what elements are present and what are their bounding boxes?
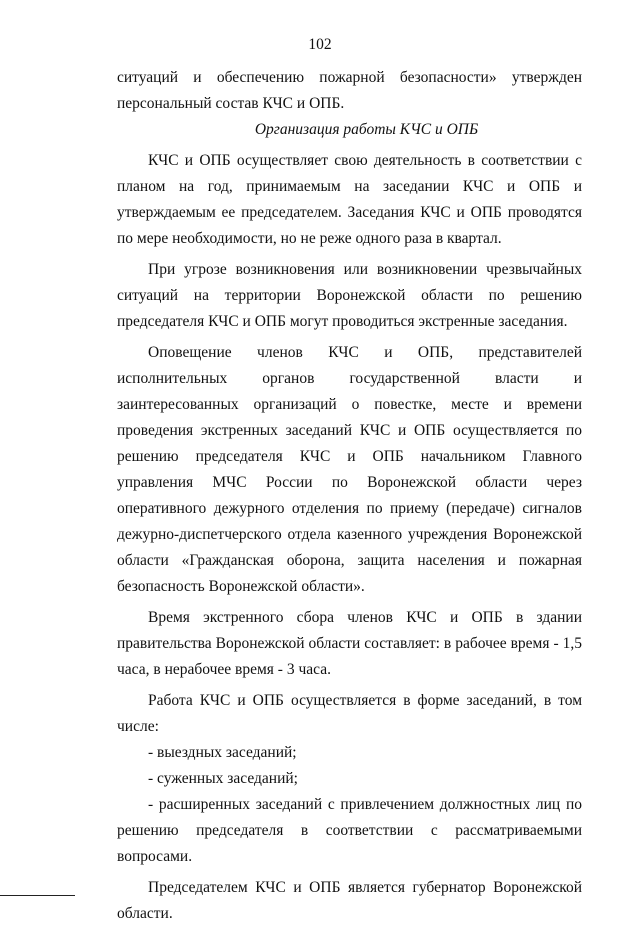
continuation-line-2: персональный состав КЧС и ОПБ. xyxy=(117,95,345,112)
paragraph-5: Работа КЧС и ОПБ осуществляется в форме заседаний, в том числе: xyxy=(117,692,582,735)
document-body xyxy=(117,65,582,927)
continuation-line-1: ситуаций и обеспечению пожарной безопасности» утвержден xyxy=(117,69,582,86)
list-item-1: - выездных заседаний; xyxy=(148,744,297,761)
page-number: 102 xyxy=(308,36,332,53)
final-paragraph: Председателем КЧС и ОПБ является губернатор Воронежской области. xyxy=(117,879,582,922)
paragraph-4: Время экстренного сбора членов КЧС и ОПБ в здании правительства Воронежской области составляет: в рабочее время - 1,5 часа, в нерабочее время - 3 часа. xyxy=(117,609,582,678)
footnote-separator-line xyxy=(0,895,75,896)
list-item-2: - суженных заседаний; xyxy=(148,770,298,787)
list-item-3: - расширенных заседаний с привлечением должностных лиц по решению председателя в соответствии с рассматриваемыми вопросами. xyxy=(117,796,582,865)
paragraph-3: Оповещение членов КЧС и ОПБ, представителей исполнительных органов государственной власти и заинтересованных организаций о повестке, месте и времени проведения экстренных заседаний КЧС и ОПБ осуществляется по решению председателя КЧС и ОПБ начальником Главного управления МЧС России по Воронежской области через оперативного дежурного отделения по приему (передаче) сигналов дежурно-диспетчерского отдела казенного учреждения Воронежской области «Гражданская оборона, защита населения и пожарная безопасность Воронежской области». xyxy=(117,344,582,595)
paragraph-1: КЧС и ОПБ осуществляет свою деятельность в соответствии с планом на год, принимаемым на заседании КЧС и ОПБ и утверждаемым ее председателем. Заседания КЧС и ОПБ проводятся по мере необходимости, но не реже одного раза в квартал. xyxy=(117,152,582,247)
section-heading: Организация работы КЧС и ОПБ xyxy=(254,121,479,138)
paragraph-2: При угрозе возникновения или возникновении чрезвычайных ситуаций на территории Воронежской области по решению председателя КЧС и ОПБ могут проводиться экстренные заседания. xyxy=(117,261,582,330)
